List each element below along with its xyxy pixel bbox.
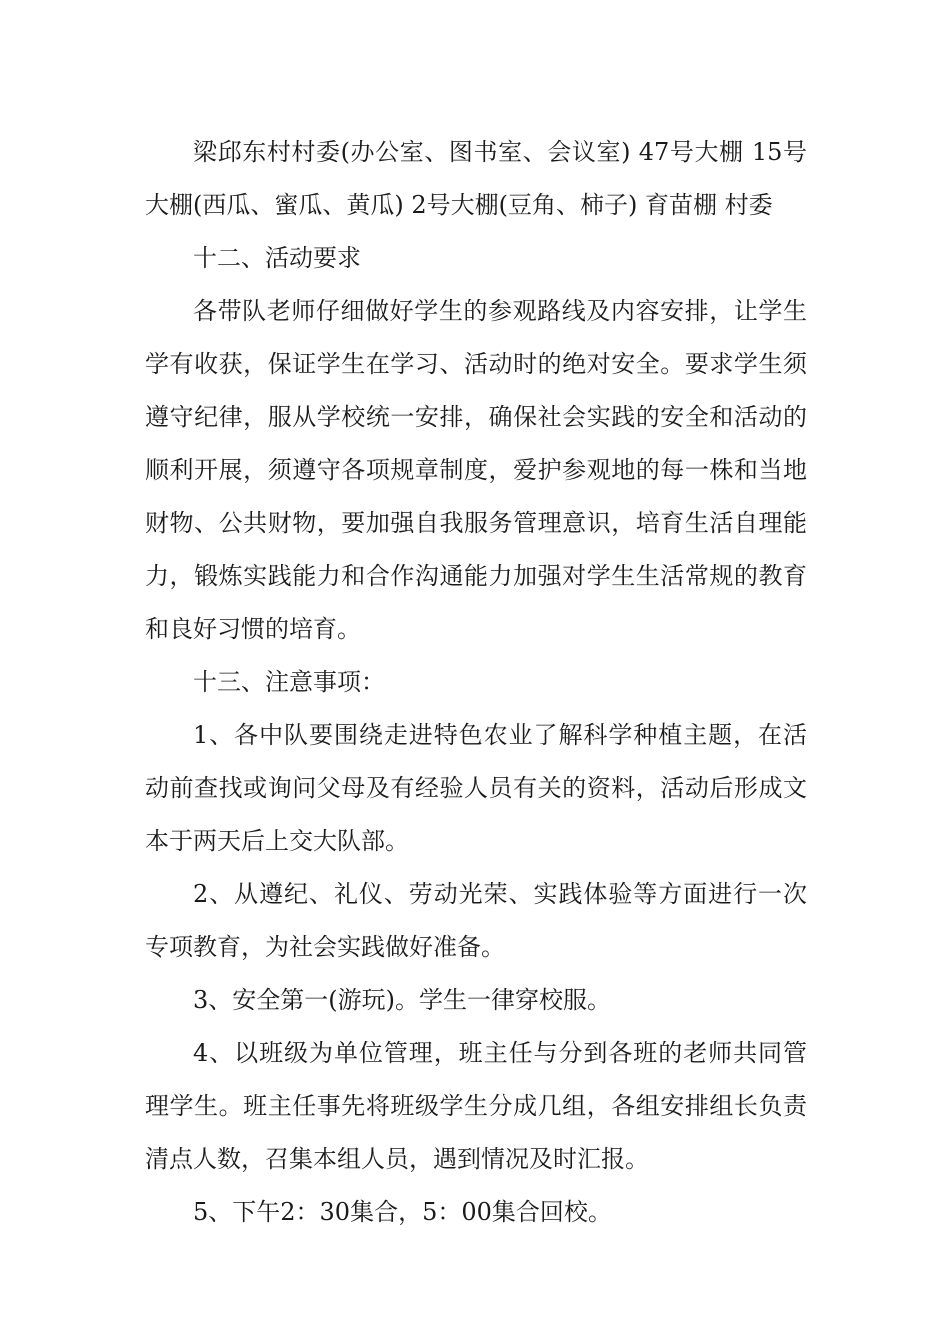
section-heading-notes: 十三、注意事项： — [193, 668, 385, 696]
paragraph-venue-list: 梁邱东村村委(办公室、图书室、会议室) 47号大棚 15号大棚(西瓜、蜜瓜、黄瓜) 2号大棚(豆角、柿子) 育苗棚 村委 — [145, 138, 807, 219]
paragraph-activity-requirements: 各带队老师仔细做好学生的参观路线及内容安排，让学生学有收获，保证学生在学习、活动时的绝对安全。要求学生须遵守纪律，服从学校统一安排，确保社会实践的安全和活动的顺利开展，须遵守各项规章制度，爱护参观地的每一株和当地财物、公共财物，要加强自我服务管理意识，培育生活自理能力，锻炼实践能力和合作沟通能力加强对学生生活常规的教育和良好习惯的培育。 — [145, 297, 807, 643]
section-heading-activity-requirements: 十二、活动要求 — [193, 244, 361, 272]
document-body — [145, 126, 807, 1239]
note-item-3: 3、安全第一(游玩)。学生一律穿校服。 — [193, 986, 611, 1014]
note-item-1: 1、各中队要围绕走进特色农业了解科学种植主题，在活动前查找或询问父母及有经验人员有关的资料，活动后形成文本于两天后上交大队部。 — [145, 721, 807, 855]
note-item-4: 4、以班级为单位管理，班主任与分到各班的老师共同管理学生。班主任事先将班级学生分成几组，各组安排组长负责清点人数，召集本组人员，遇到情况及时汇报。 — [145, 1039, 807, 1173]
note-item-5: 5、下午2：30集合，5：00集合回校。 — [193, 1198, 612, 1226]
note-item-2: 2、从遵纪、礼仪、劳动光荣、实践体验等方面进行一次专项教育，为社会实践做好准备。 — [145, 880, 807, 961]
